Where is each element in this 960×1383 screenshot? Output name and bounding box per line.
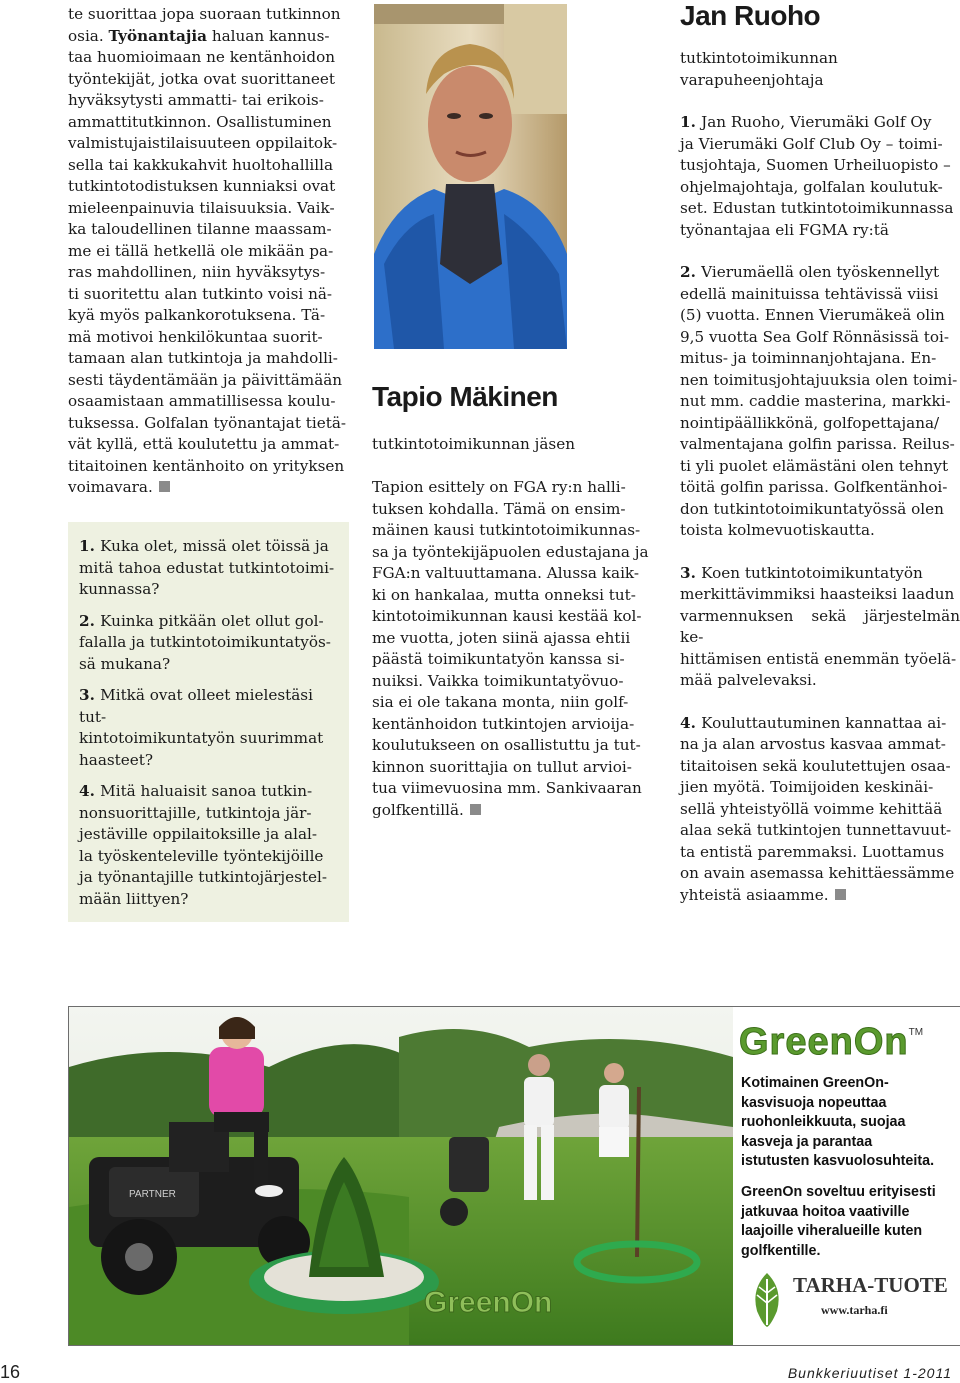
ad-line: Kotimainen GreenOn- [741,1075,889,1091]
answer-item [680,112,960,241]
text-line: tuksessa. Golfalan työnantajat tietä- [68,413,347,432]
text-line: ti suoritettu alan tutkinto voisi nä- [68,284,333,303]
profile-role-tapio: tutkintotoimikunnan jäsen [372,435,575,453]
answer-number: 4. [680,713,702,732]
mower-brand-label: PARTNER [129,1189,176,1200]
answer-line: ta entistä paremmaksi. Luottamus [680,842,945,861]
question-line: Kuinka pitkään olet ollut gol- [100,611,324,630]
question-item [79,781,339,910]
text-line: vät kyllä, että koulutettu ja ammat- [68,435,340,453]
text-line: mä motivoi henkilökuntaa suorit- [68,327,323,346]
answer-item [680,262,960,542]
text-line: haluan kannus- [207,26,330,45]
question-line: mitä tahoa edustat tutkintotoimi- [79,558,335,577]
answer-line: ti yli puolet elämästäni olen tehnyt [680,456,949,475]
text-line: me ei tällä hetkellä ole mikään pa- [68,241,334,260]
interview-questions-box [68,522,349,922]
ad-line: jatkuvaa hoitoa vaativille [741,1203,910,1220]
question-line: falalla ja tutkintotoimikuntatyös- [79,633,331,651]
text-line: ki on hankalaa, mutta onneksi tut- [372,585,636,604]
question-line: Kuka olet, missä olet töissä ja [100,537,329,555]
ad-line: ruohonleikkuuta, suojaa [741,1114,906,1130]
question-line: ja työnantajille tutkintojärjestel- [79,868,327,886]
question-line: jestäville oppilaitoksille ja alal- [79,825,318,843]
ad-text-2 [741,1183,936,1261]
answer-line: valmentajana golfin parissa. Reilus- [680,435,955,453]
text-line: sia ei ole takana monta, niin golf- [372,693,629,711]
text-line: kinnon suorittajia on tullut arvioi- [372,757,632,776]
questions-list [68,522,349,910]
answer-line: ja Vierumäki Golf Club Oy – toimi- [680,134,943,153]
end-mark-square [835,889,846,900]
profile-role-jan [680,48,838,91]
text-line: työntekijät, jotka ovat suorittaneet [68,69,335,88]
tarha-tuote-logo [747,1269,957,1333]
role-line: varapuheenjohtaja [680,70,824,89]
text-line: Tapion esittely on FGA ry:n halli- [372,478,626,496]
profile-name-tapio: Tapio Mäkinen [372,381,558,412]
ad-photo-mower-golf [69,1007,733,1345]
column-1-paragraph [68,4,349,499]
answer-line: titaitoisen sekä koulutettujen osaa- [680,756,951,775]
answer-line: sellä yhteistyöllä voimme kehittää [680,799,943,818]
question-item [79,611,339,676]
answer-line: jien myötä. Toimijoiden keskinäi- [680,778,934,796]
text-line: me vuotta, joten siinä ajassa ehtii [372,628,631,647]
answer-item [680,563,960,692]
text-line: ka taloudellinen tilanne maassam- [68,220,332,238]
column-1-text [68,4,349,499]
answer-item [680,713,960,907]
text-line: tutkintotodistuksen kunniaksi ovat [68,177,336,195]
profile-name-jan: Jan Ruoho [680,0,821,31]
question-line: mään liittyen? [79,889,189,908]
answer-line: Kouluttautuminen kannattaa ai- [701,713,947,732]
answer-line: on avain asemassa kehittäessämme [680,864,955,882]
text-line: tua viimevuosina mm. Sankivaaran [372,779,642,797]
question-line: la työskenteleville työntekijöille [79,846,324,865]
ad-line: istutusten kasvuolosuhteita. [741,1153,935,1169]
bold-term: Työnantajia [108,26,207,45]
answer-line: nut mm. caddie masterina, markki- [680,392,951,410]
text-line: kentänhoidon tutkintojen arvioija- [372,714,635,733]
text-line: titaitoinen kentänhoito on yrityksen [68,456,345,475]
question-line: Mitkä ovat olleet mielestäsi tut- [79,686,313,726]
answer-line: tusjohtaja, Suomen Urheiluopisto – [680,156,951,174]
portrait-tapio-makinen [374,4,567,349]
text-line: mäinen kausi tutkintotoimikunnas- [372,521,641,539]
answer-line: edellä mainituissa tehtävissä viisi [680,284,939,303]
question-line: haasteet? [79,750,154,769]
question-line: kunnassa? [79,580,160,598]
text-line: päästä toimikuntatyön kanssa si- [372,650,625,668]
greenon-logo-text: GreenOn [739,1021,909,1063]
end-mark-square [470,804,481,815]
answer-number: 2. [680,263,702,281]
text-line: kintotoimikunnan kausi kestää kol- [372,607,642,625]
text-line: taa huomioimaan ne kentänhoidon [68,48,336,66]
question-number: 1. [79,537,101,555]
ad-line: kasvisuoja nopeuttaa [741,1094,887,1111]
answer-line: yhteistä asiaamme. [680,885,829,904]
question-item [79,536,339,601]
text-line: mieleenpainuvia tilaisuuksia. Vaik- [68,198,335,217]
question-line: nonsuorittajille, tutkintoja jär- [79,803,312,822]
text-line: voimavara. [68,478,153,496]
text-line: sa ja työntekijäpuolen edustajana ja [372,542,649,561]
question-line: kintotoimikuntatyön suurimmat [79,729,324,747]
text-line: te suorittaa jopa suoraan tutkinnon [68,5,341,23]
greenon-advertisement [68,1006,960,1346]
question-line: sä mukana? [79,654,171,673]
ad-photo-greenon-logo: GreenOn [424,1286,553,1319]
answer-line: toista kolmevuotiskautta. [680,521,875,539]
answer-number: 3. [680,563,702,582]
answer-line: 9,5 vuotta Sea Golf Rönnäsissä toi- [680,327,949,346]
answer-number: 1. [680,113,702,131]
answer-line: na ja alan arvostus kasvaa ammat- [680,735,946,753]
text-line: ammattitutkinnon. Osallistuminen [68,112,332,131]
text-line: osia. [68,26,109,45]
text-line: osaamistaan ammatillisessa koulu- [68,392,336,410]
ad-text-panel [733,1007,960,1345]
answer-line: töitä golfin parissa. Golfkentänhoi- [680,478,948,496]
question-line: Mitä haluaisit sanoa tutkin- [100,782,313,800]
question-number: 4. [79,782,101,800]
tarha-url: www.tarha.fi [821,1303,888,1317]
role-line: tutkintotoimikunnan [680,49,838,67]
text-line: sella tai kakkukahvit huoltohallilla [68,155,334,174]
answer-line: hittämisen entistä enemmän työelä- [680,649,957,668]
answer-line: mää palvelevaksi. [680,671,817,689]
answer-line: Vierumäellä olen työskennellyt [701,263,940,281]
page-number: 16 [0,1362,21,1382]
greenon-logo-tm: TM [908,1027,924,1038]
text-line: nuiksi. Vaikka toimikuntatyövuo- [372,671,624,690]
tarha-tuote-brand: TARHA-TUOTE [793,1273,948,1297]
profile-text-tapio [372,477,653,821]
answer-line: mitus- ja toiminnanjohtajana. En- [680,349,937,367]
text-line: FGA:n valtuuttamana. Alussa kaik- [372,564,639,582]
answer-line: set. Edustan tutkintotoimikunnassa [680,199,954,217]
answer-line: varmennuksen sekä järjestelmän ke- [680,606,960,646]
ad-line: laajoille viheralueille kuten [741,1223,923,1239]
answer-line: Jan Ruoho, Vierumäki Golf Oy [701,113,932,131]
profile-answers-jan [680,112,960,927]
ad-line: GreenOn soveltuu erityisesti [741,1184,936,1200]
text-line: tuksen kohdalla. Tämä on ensim- [372,499,626,518]
answer-line: Koen tutkintotoimikuntatyön [701,563,923,582]
question-number: 3. [79,686,101,704]
greenon-logo [739,1021,923,1064]
text-line: golfkentillä. [372,800,464,819]
text-line: sesti täydentämään ja päivittämään [68,370,343,389]
answer-line: alaa sekä tutkintojen tunnettavuut- [680,821,952,839]
answer-line: työnantajaa eli FGMA ry:tä [680,220,889,239]
end-mark-square [159,481,170,492]
text-line: koulutukseen on osallistuttu ja tut- [372,736,641,754]
answer-line: nointipäällikkönä, golfopettajana/ [680,413,940,432]
text-line: tamaan alan tutkintoja ja mahdolli- [68,349,338,367]
text-line: ras mahdollinen, niin hyväksytys- [68,263,326,281]
ad-line: golfkentille. [741,1242,821,1259]
leaf-icon [747,1271,787,1329]
question-item [79,685,339,771]
magazine-name: Bunkkeriuutiset 1-2011 [787,1365,952,1381]
answer-line: (5) vuotta. Ennen Vierumäkeä olin [680,306,945,324]
answer-line: merkittävimmiksi haasteiksi laadun [680,585,955,603]
text-line: valmistujaistilaisuuteen oppilaitok- [68,134,338,152]
ad-text-1 [741,1074,934,1172]
answer-line: don tutkintotoimikuntatyössä olen [680,499,944,518]
question-number: 2. [79,611,101,630]
text-line: hyväksytysti ammatti- tai erikois- [68,91,324,109]
answer-line: nen toimitusjohtajuuksia olen toimi- [680,370,958,389]
ad-line: kasveja ja parantaa [741,1133,873,1150]
answer-line: ohjelmajohtaja, golfalan koulutuk- [680,177,943,196]
text-line: kyä myös palkankorotuksena. Tä- [68,306,326,324]
